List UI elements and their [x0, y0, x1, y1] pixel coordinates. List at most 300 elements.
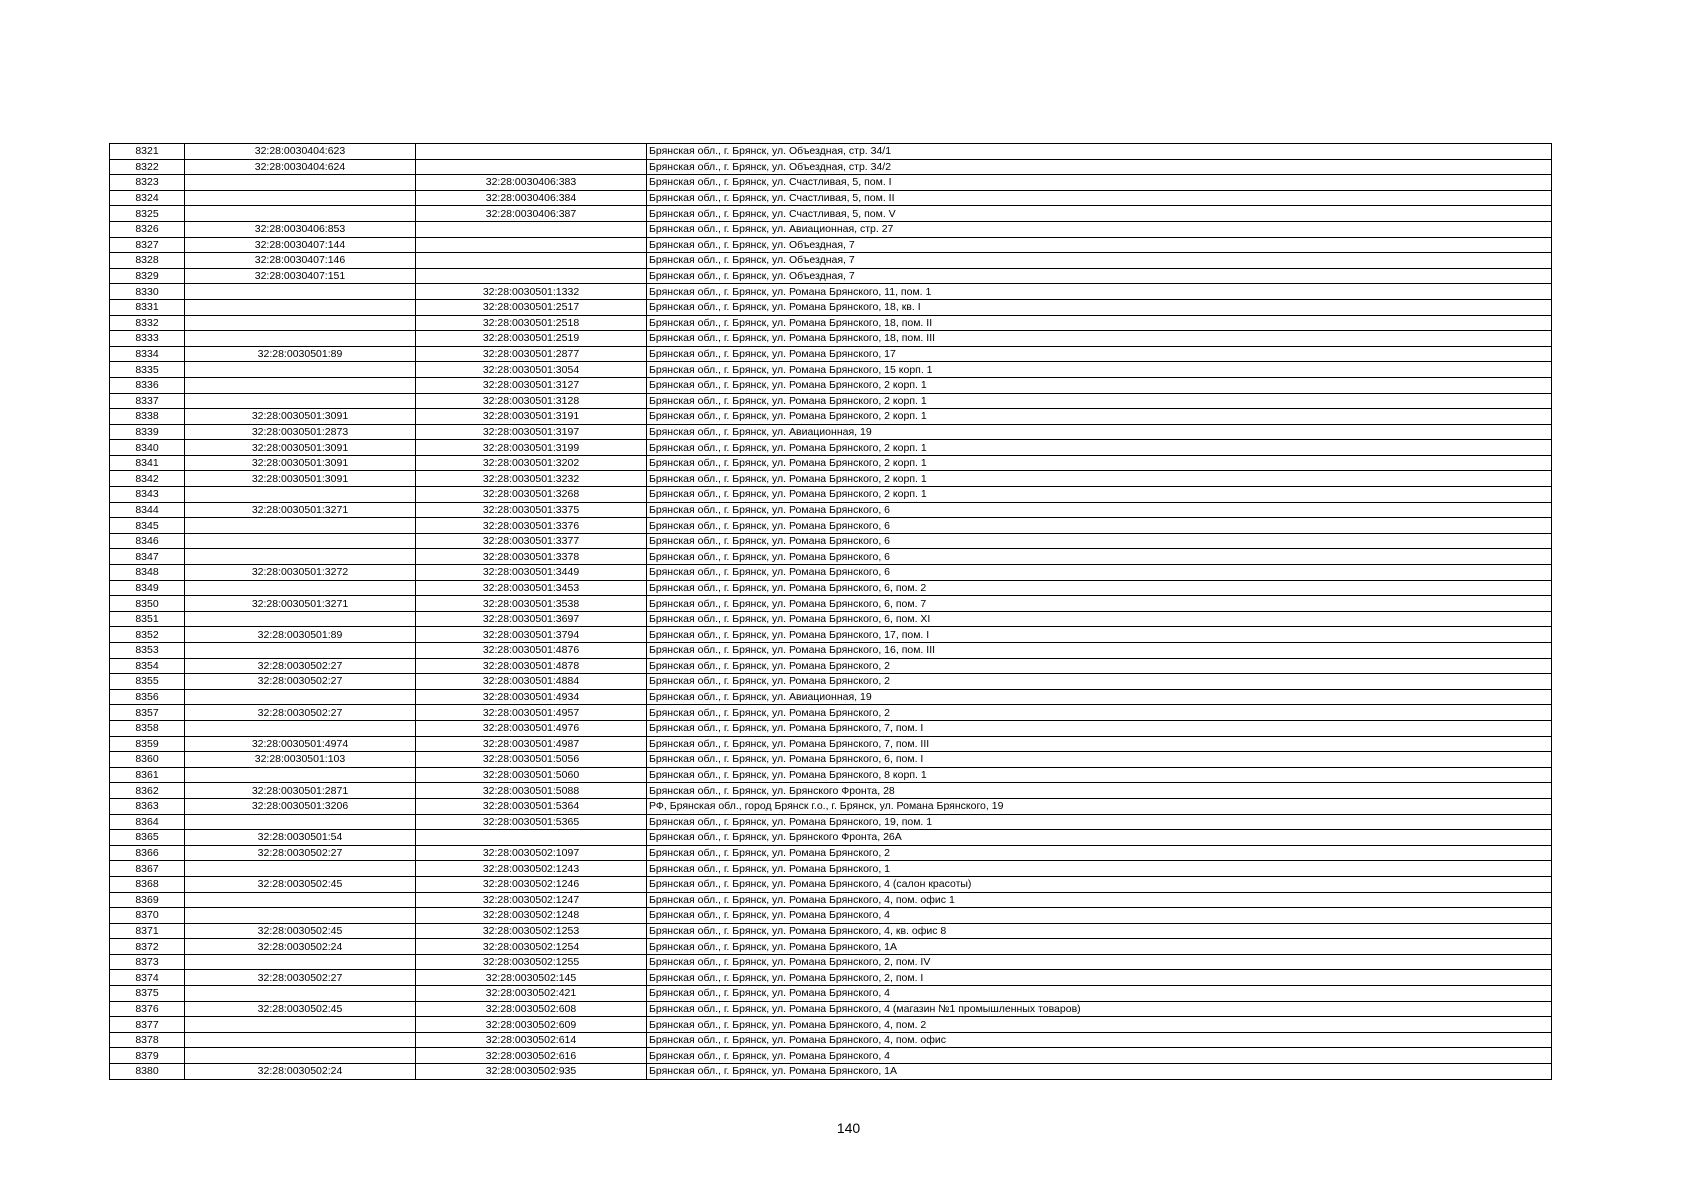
object-number-cell — [416, 159, 647, 175]
object-number-cell: 32:28:0030501:3268 — [416, 487, 647, 503]
table-row — [110, 767, 1552, 783]
address-cell: Брянская обл., г. Брянск, ул. Романа Брянского, 2, пом. I — [647, 970, 1552, 986]
table-row — [110, 611, 1552, 627]
address-cell: Брянская обл., г. Брянск, ул. Романа Брянского, 4 — [647, 908, 1552, 924]
parcel-number-cell: 32:28:0030502:24 — [185, 939, 416, 955]
table-row — [110, 487, 1552, 503]
row-number-cell: 8321 — [110, 144, 185, 160]
row-number-cell: 8348 — [110, 565, 185, 581]
row-number-cell: 8354 — [110, 658, 185, 674]
address-cell: Брянская обл., г. Брянск, ул. Романа Брянского, 6 — [647, 533, 1552, 549]
table-row — [110, 393, 1552, 409]
object-number-cell: 32:28:0030502:1255 — [416, 954, 647, 970]
row-number-cell: 8336 — [110, 377, 185, 393]
object-number-cell: 32:28:0030501:3202 — [416, 455, 647, 471]
table-row — [110, 627, 1552, 643]
row-number-cell: 8360 — [110, 752, 185, 768]
row-number-cell: 8364 — [110, 814, 185, 830]
parcel-number-cell: 32:28:0030501:54 — [185, 830, 416, 846]
address-cell: Брянская обл., г. Брянск, ул. Объездная, стр. 34/1 — [647, 144, 1552, 160]
row-number-cell: 8362 — [110, 783, 185, 799]
object-number-cell: 32:28:0030501:3697 — [416, 611, 647, 627]
table-row — [110, 1032, 1552, 1048]
table-row — [110, 346, 1552, 362]
row-number-cell: 8324 — [110, 190, 185, 206]
parcel-number-cell: 32:28:0030501:2873 — [185, 424, 416, 440]
object-number-cell: 32:28:0030501:4878 — [416, 658, 647, 674]
row-number-cell: 8322 — [110, 159, 185, 175]
parcel-number-cell: 32:28:0030502:45 — [185, 923, 416, 939]
object-number-cell: 32:28:0030502:1248 — [416, 908, 647, 924]
row-number-cell: 8346 — [110, 533, 185, 549]
parcel-number-cell — [185, 814, 416, 830]
address-cell: Брянская обл., г. Брянск, ул. Романа Брянского, 15 корп. 1 — [647, 362, 1552, 378]
table-row — [110, 377, 1552, 393]
row-number-cell: 8343 — [110, 487, 185, 503]
object-number-cell — [416, 830, 647, 846]
object-number-cell: 32:28:0030502:1243 — [416, 861, 647, 877]
address-cell: Брянская обл., г. Брянск, ул. Романа Брянского, 1А — [647, 1064, 1552, 1080]
table-row — [110, 830, 1552, 846]
object-number-cell: 32:28:0030501:4987 — [416, 736, 647, 752]
object-number-cell: 32:28:0030501:4876 — [416, 643, 647, 659]
parcel-number-cell — [185, 393, 416, 409]
parcel-number-cell — [185, 299, 416, 315]
table-row — [110, 580, 1552, 596]
row-number-cell: 8344 — [110, 502, 185, 518]
row-number-cell: 8323 — [110, 175, 185, 191]
row-number-cell: 8330 — [110, 284, 185, 300]
table-row — [110, 986, 1552, 1002]
table-row — [110, 253, 1552, 269]
address-cell: Брянская обл., г. Брянск, ул. Романа Брянского, 11, пом. 1 — [647, 284, 1552, 300]
row-number-cell: 8368 — [110, 876, 185, 892]
row-number-cell: 8342 — [110, 471, 185, 487]
table-row — [110, 144, 1552, 160]
parcel-number-cell: 32:28:0030407:144 — [185, 237, 416, 253]
address-cell: Брянская обл., г. Брянск, ул. Романа Брянского, 2 корп. 1 — [647, 471, 1552, 487]
address-cell: Брянская обл., г. Брянск, ул. Романа Брянского, 4 (салон красоты) — [647, 876, 1552, 892]
row-number-cell: 8376 — [110, 1001, 185, 1017]
table-row — [110, 1048, 1552, 1064]
address-cell: Брянская обл., г. Брянск, ул. Романа Брянского, 18, пом. III — [647, 331, 1552, 347]
parcel-number-cell: 32:28:0030502:45 — [185, 876, 416, 892]
address-cell: Брянская обл., г. Брянск, ул. Романа Брянского, 6, пом. 2 — [647, 580, 1552, 596]
object-number-cell: 32:28:0030501:3199 — [416, 440, 647, 456]
table-row — [110, 1064, 1552, 1080]
table-row — [110, 876, 1552, 892]
parcel-number-cell — [185, 377, 416, 393]
parcel-number-cell: 32:28:0030404:623 — [185, 144, 416, 160]
row-number-cell: 8365 — [110, 830, 185, 846]
object-number-cell: 32:28:0030502:421 — [416, 986, 647, 1002]
row-number-cell: 8361 — [110, 767, 185, 783]
parcel-number-cell — [185, 1032, 416, 1048]
row-number-cell: 8327 — [110, 237, 185, 253]
parcel-number-cell: 32:28:0030501:3091 — [185, 409, 416, 425]
row-number-cell: 8329 — [110, 268, 185, 284]
address-cell: Брянская обл., г. Брянск, ул. Брянского Фронта, 26А — [647, 830, 1552, 846]
address-cell: Брянская обл., г. Брянск, ул. Романа Брянского, 6, пом. 7 — [647, 596, 1552, 612]
row-number-cell: 8349 — [110, 580, 185, 596]
parcel-number-cell: 32:28:0030502:27 — [185, 970, 416, 986]
address-cell: Брянская обл., г. Брянск, ул. Романа Брянского, 4, пом. офис 1 — [647, 892, 1552, 908]
table-row — [110, 674, 1552, 690]
table-row — [110, 720, 1552, 736]
address-cell: Брянская обл., г. Брянск, ул. Романа Брянского, 7, пом. III — [647, 736, 1552, 752]
parcel-number-cell — [185, 954, 416, 970]
parcel-number-cell — [185, 908, 416, 924]
table-row — [110, 533, 1552, 549]
row-number-cell: 8378 — [110, 1032, 185, 1048]
table-row — [110, 596, 1552, 612]
table-row — [110, 736, 1552, 752]
address-cell: РФ, Брянская обл., город Брянск г.о., г. Брянск, ул. Романа Брянского, 19 — [647, 798, 1552, 814]
parcel-number-cell — [185, 331, 416, 347]
object-number-cell: 32:28:0030501:5364 — [416, 798, 647, 814]
row-number-cell: 8359 — [110, 736, 185, 752]
row-number-cell: 8332 — [110, 315, 185, 331]
parcel-number-cell: 32:28:0030407:146 — [185, 253, 416, 269]
row-number-cell: 8328 — [110, 253, 185, 269]
row-number-cell: 8367 — [110, 861, 185, 877]
address-cell: Брянская обл., г. Брянск, ул. Романа Брянского, 4, пом. 2 — [647, 1017, 1552, 1033]
table-row — [110, 970, 1552, 986]
table-body — [110, 144, 1552, 1080]
address-cell: Брянская обл., г. Брянск, ул. Романа Брянского, 2 корп. 1 — [647, 393, 1552, 409]
parcel-number-cell: 32:28:0030501:3272 — [185, 565, 416, 581]
table-row — [110, 237, 1552, 253]
address-cell: Брянская обл., г. Брянск, ул. Романа Брянского, 17, пом. I — [647, 627, 1552, 643]
table-row — [110, 471, 1552, 487]
page-number: 140 — [836, 1120, 861, 1136]
table-row — [110, 190, 1552, 206]
parcel-number-cell: 32:28:0030501:3206 — [185, 798, 416, 814]
parcel-number-cell — [185, 1048, 416, 1064]
object-number-cell: 32:28:0030406:384 — [416, 190, 647, 206]
row-number-cell: 8341 — [110, 455, 185, 471]
address-cell: Брянская обл., г. Брянск, ул. Романа Брянского, 17 — [647, 346, 1552, 362]
address-cell: Брянская обл., г. Брянск, ул. Романа Брянского, 4 — [647, 986, 1552, 1002]
object-number-cell — [416, 237, 647, 253]
row-number-cell: 8363 — [110, 798, 185, 814]
address-cell: Брянская обл., г. Брянск, ул. Счастливая, 5, пом. II — [647, 190, 1552, 206]
table-row — [110, 175, 1552, 191]
table-row — [110, 845, 1552, 861]
table-row — [110, 268, 1552, 284]
table-row — [110, 440, 1552, 456]
table-row — [110, 861, 1552, 877]
table-row — [110, 798, 1552, 814]
object-number-cell: 32:28:0030501:3449 — [416, 565, 647, 581]
object-number-cell: 32:28:0030502:1247 — [416, 892, 647, 908]
row-number-cell: 8369 — [110, 892, 185, 908]
address-cell: Брянская обл., г. Брянск, ул. Объездная, 7 — [647, 268, 1552, 284]
object-number-cell: 32:28:0030501:3376 — [416, 518, 647, 534]
row-number-cell: 8374 — [110, 970, 185, 986]
table-row — [110, 705, 1552, 721]
address-cell: Брянская обл., г. Брянск, ул. Романа Брянского, 6, пом. I — [647, 752, 1552, 768]
parcel-number-cell — [185, 689, 416, 705]
table-row — [110, 315, 1552, 331]
object-number-cell: 32:28:0030501:3538 — [416, 596, 647, 612]
row-number-cell: 8357 — [110, 705, 185, 721]
row-number-cell: 8334 — [110, 346, 185, 362]
table-row — [110, 518, 1552, 534]
parcel-number-cell — [185, 175, 416, 191]
parcel-number-cell — [185, 487, 416, 503]
object-number-cell: 32:28:0030502:609 — [416, 1017, 647, 1033]
address-cell: Брянская обл., г. Брянск, ул. Романа Брянского, 18, пом. II — [647, 315, 1552, 331]
table-row — [110, 939, 1552, 955]
object-number-cell — [416, 268, 647, 284]
row-number-cell: 8355 — [110, 674, 185, 690]
parcel-number-cell: 32:28:0030501:2871 — [185, 783, 416, 799]
parcel-number-cell: 32:28:0030502:24 — [185, 1064, 416, 1080]
object-number-cell: 32:28:0030501:3794 — [416, 627, 647, 643]
address-cell: Брянская обл., г. Брянск, ул. Романа Брянского, 19, пом. 1 — [647, 814, 1552, 830]
address-cell: Брянская обл., г. Брянск, ул. Романа Брянского, 16, пом. III — [647, 643, 1552, 659]
table-row — [110, 908, 1552, 924]
row-number-cell: 8335 — [110, 362, 185, 378]
address-cell: Брянская обл., г. Брянск, ул. Романа Брянского, 1А — [647, 939, 1552, 955]
parcel-number-cell: 32:28:0030501:89 — [185, 346, 416, 362]
parcel-number-cell: 32:28:0030502:27 — [185, 705, 416, 721]
row-number-cell: 8325 — [110, 206, 185, 222]
object-number-cell: 32:28:0030501:3197 — [416, 424, 647, 440]
address-cell: Брянская обл., г. Брянск, ул. Объездная, 7 — [647, 253, 1552, 269]
address-cell: Брянская обл., г. Брянск, ул. Романа Брянского, 8 корп. 1 — [647, 767, 1552, 783]
object-number-cell: 32:28:0030502:1253 — [416, 923, 647, 939]
object-number-cell: 32:28:0030501:3232 — [416, 471, 647, 487]
address-cell: Брянская обл., г. Брянск, ул. Романа Брянского, 6 — [647, 565, 1552, 581]
row-number-cell: 8340 — [110, 440, 185, 456]
parcel-number-cell: 32:28:0030501:4974 — [185, 736, 416, 752]
object-number-cell: 32:28:0030502:1246 — [416, 876, 647, 892]
object-number-cell: 32:28:0030502:935 — [416, 1064, 647, 1080]
address-cell: Брянская обл., г. Брянск, ул. Романа Брянского, 6, пом. XI — [647, 611, 1552, 627]
parcel-number-cell: 32:28:0030502:45 — [185, 1001, 416, 1017]
object-number-cell: 32:28:0030501:3375 — [416, 502, 647, 518]
parcel-number-cell: 32:28:0030502:27 — [185, 658, 416, 674]
row-number-cell: 8333 — [110, 331, 185, 347]
object-number-cell: 32:28:0030501:3127 — [416, 377, 647, 393]
object-number-cell: 32:28:0030501:5056 — [416, 752, 647, 768]
table-row — [110, 409, 1552, 425]
address-cell: Брянская обл., г. Брянск, ул. Романа Брянского, 2 — [647, 658, 1552, 674]
object-number-cell: 32:28:0030501:5365 — [416, 814, 647, 830]
object-number-cell: 32:28:0030501:4934 — [416, 689, 647, 705]
object-number-cell: 32:28:0030502:608 — [416, 1001, 647, 1017]
parcel-number-cell — [185, 611, 416, 627]
row-number-cell: 8370 — [110, 908, 185, 924]
parcel-number-cell — [185, 580, 416, 596]
object-number-cell — [416, 221, 647, 237]
table-row — [110, 299, 1552, 315]
row-number-cell: 8356 — [110, 689, 185, 705]
row-number-cell: 8347 — [110, 549, 185, 565]
row-number-cell: 8358 — [110, 720, 185, 736]
object-number-cell: 32:28:0030501:4957 — [416, 705, 647, 721]
row-number-cell: 8351 — [110, 611, 185, 627]
address-cell: Брянская обл., г. Брянск, ул. Авиационная, 19 — [647, 424, 1552, 440]
address-cell: Брянская обл., г. Брянск, ул. Романа Брянского, 2 — [647, 674, 1552, 690]
object-number-cell: 32:28:0030501:2519 — [416, 331, 647, 347]
object-number-cell: 32:28:0030406:383 — [416, 175, 647, 191]
parcel-number-cell — [185, 767, 416, 783]
table-row — [110, 424, 1552, 440]
address-cell: Брянская обл., г. Брянск, ул. Авиационная, стр. 27 — [647, 221, 1552, 237]
address-cell: Брянская обл., г. Брянск, ул. Романа Брянского, 6 — [647, 549, 1552, 565]
object-number-cell: 32:28:0030501:2877 — [416, 346, 647, 362]
table-row — [110, 1001, 1552, 1017]
row-number-cell: 8377 — [110, 1017, 185, 1033]
object-number-cell: 32:28:0030501:3128 — [416, 393, 647, 409]
object-number-cell: 32:28:0030501:1332 — [416, 284, 647, 300]
row-number-cell: 8352 — [110, 627, 185, 643]
table-row — [110, 565, 1552, 581]
object-number-cell: 32:28:0030501:4976 — [416, 720, 647, 736]
table-row — [110, 549, 1552, 565]
row-number-cell: 8366 — [110, 845, 185, 861]
row-number-cell: 8350 — [110, 596, 185, 612]
parcel-number-cell: 32:28:0030501:103 — [185, 752, 416, 768]
address-cell: Брянская обл., г. Брянск, ул. Романа Брянского, 2 корп. 1 — [647, 409, 1552, 425]
address-cell: Брянская обл., г. Брянск, ул. Романа Брянского, 2 корп. 1 — [647, 440, 1552, 456]
object-number-cell: 32:28:0030502:614 — [416, 1032, 647, 1048]
object-number-cell: 32:28:0030501:3054 — [416, 362, 647, 378]
address-cell: Брянская обл., г. Брянск, ул. Романа Брянского, 2 — [647, 845, 1552, 861]
table-row — [110, 643, 1552, 659]
parcel-number-cell: 32:28:0030501:3271 — [185, 502, 416, 518]
table-row — [110, 814, 1552, 830]
address-cell: Брянская обл., г. Брянск, ул. Романа Брянского, 4, пом. офис — [647, 1032, 1552, 1048]
parcel-number-cell: 32:28:0030501:3271 — [185, 596, 416, 612]
parcel-number-cell — [185, 190, 416, 206]
address-cell: Брянская обл., г. Брянск, ул. Романа Брянского, 18, кв. I — [647, 299, 1552, 315]
address-cell: Брянская обл., г. Брянск, ул. Романа Брянского, 2 корп. 1 — [647, 487, 1552, 503]
parcel-number-cell — [185, 720, 416, 736]
address-cell: Брянская обл., г. Брянск, ул. Счастливая, 5, пом. V — [647, 206, 1552, 222]
parcel-number-cell: 32:28:0030502:27 — [185, 674, 416, 690]
address-cell: Брянская обл., г. Брянск, ул. Объездная, стр. 34/2 — [647, 159, 1552, 175]
row-number-cell: 8326 — [110, 221, 185, 237]
object-number-cell: 32:28:0030501:3378 — [416, 549, 647, 565]
object-number-cell: 32:28:0030501:5088 — [416, 783, 647, 799]
row-number-cell: 8373 — [110, 954, 185, 970]
row-number-cell: 8379 — [110, 1048, 185, 1064]
parcel-number-cell — [185, 518, 416, 534]
data-table — [109, 143, 1552, 1080]
table-row — [110, 502, 1552, 518]
address-cell: Брянская обл., г. Брянск, ул. Романа Брянского, 2, пом. IV — [647, 954, 1552, 970]
object-number-cell — [416, 144, 647, 160]
parcel-number-cell: 32:28:0030502:27 — [185, 845, 416, 861]
object-number-cell: 32:28:0030501:2518 — [416, 315, 647, 331]
table-row — [110, 284, 1552, 300]
table-row — [110, 221, 1552, 237]
row-number-cell: 8371 — [110, 923, 185, 939]
row-number-cell: 8345 — [110, 518, 185, 534]
row-number-cell: 8353 — [110, 643, 185, 659]
parcel-number-cell — [185, 206, 416, 222]
address-cell: Брянская обл., г. Брянск, ул. Романа Брянского, 4 — [647, 1048, 1552, 1064]
object-number-cell: 32:28:0030501:3191 — [416, 409, 647, 425]
object-number-cell: 32:28:0030501:3377 — [416, 533, 647, 549]
parcel-number-cell: 32:28:0030501:3091 — [185, 471, 416, 487]
parcel-number-cell — [185, 861, 416, 877]
parcel-number-cell — [185, 1017, 416, 1033]
object-number-cell: 32:28:0030502:145 — [416, 970, 647, 986]
parcel-number-cell — [185, 643, 416, 659]
parcel-number-cell: 32:28:0030404:624 — [185, 159, 416, 175]
table-row — [110, 159, 1552, 175]
parcel-number-cell — [185, 892, 416, 908]
row-number-cell: 8375 — [110, 986, 185, 1002]
table-row — [110, 892, 1552, 908]
object-number-cell: 32:28:0030406:387 — [416, 206, 647, 222]
address-cell: Брянская обл., г. Брянск, ул. Романа Брянского, 1 — [647, 861, 1552, 877]
object-number-cell: 32:28:0030502:616 — [416, 1048, 647, 1064]
address-cell: Брянская обл., г. Брянск, ул. Романа Брянского, 6 — [647, 502, 1552, 518]
row-number-cell: 8339 — [110, 424, 185, 440]
address-cell: Брянская обл., г. Брянск, ул. Романа Брянского, 2 корп. 1 — [647, 455, 1552, 471]
parcel-number-cell — [185, 549, 416, 565]
parcel-number-cell: 32:28:0030406:853 — [185, 221, 416, 237]
row-number-cell: 8331 — [110, 299, 185, 315]
address-cell: Брянская обл., г. Брянск, ул. Романа Брянского, 6 — [647, 518, 1552, 534]
parcel-number-cell: 32:28:0030501:89 — [185, 627, 416, 643]
table-row — [110, 689, 1552, 705]
table-row — [110, 658, 1552, 674]
table-row — [110, 331, 1552, 347]
object-number-cell — [416, 253, 647, 269]
address-cell: Брянская обл., г. Брянск, ул. Брянского Фронта, 28 — [647, 783, 1552, 799]
object-number-cell: 32:28:0030501:2517 — [416, 299, 647, 315]
parcel-number-cell — [185, 315, 416, 331]
table-row — [110, 206, 1552, 222]
table-row — [110, 954, 1552, 970]
parcel-number-cell: 32:28:0030501:3091 — [185, 440, 416, 456]
parcel-number-cell — [185, 533, 416, 549]
row-number-cell: 8380 — [110, 1064, 185, 1080]
object-number-cell: 32:28:0030501:3453 — [416, 580, 647, 596]
parcel-number-cell — [185, 284, 416, 300]
row-number-cell: 8372 — [110, 939, 185, 955]
address-cell: Брянская обл., г. Брянск, ул. Романа Брянского, 4 (магазин №1 промышленных товаров) — [647, 1001, 1552, 1017]
row-number-cell: 8338 — [110, 409, 185, 425]
table-row — [110, 783, 1552, 799]
parcel-number-cell: 32:28:0030407:151 — [185, 268, 416, 284]
address-cell: Брянская обл., г. Брянск, ул. Романа Брянского, 2 корп. 1 — [647, 377, 1552, 393]
object-number-cell: 32:28:0030502:1097 — [416, 845, 647, 861]
table-row — [110, 362, 1552, 378]
parcel-number-cell — [185, 986, 416, 1002]
object-number-cell: 32:28:0030501:4884 — [416, 674, 647, 690]
address-cell: Брянская обл., г. Брянск, ул. Объездная, 7 — [647, 237, 1552, 253]
parcel-number-cell: 32:28:0030501:3091 — [185, 455, 416, 471]
table-row — [110, 752, 1552, 768]
table-row — [110, 923, 1552, 939]
address-cell: Брянская обл., г. Брянск, ул. Романа Брянского, 4, кв. офис 8 — [647, 923, 1552, 939]
address-cell: Брянская обл., г. Брянск, ул. Романа Брянского, 2 — [647, 705, 1552, 721]
address-cell: Брянская обл., г. Брянск, ул. Авиационная, 19 — [647, 689, 1552, 705]
row-number-cell: 8337 — [110, 393, 185, 409]
object-number-cell: 32:28:0030502:1254 — [416, 939, 647, 955]
parcel-number-cell — [185, 362, 416, 378]
address-cell: Брянская обл., г. Брянск, ул. Романа Брянского, 7, пом. I — [647, 720, 1552, 736]
table-row — [110, 1017, 1552, 1033]
